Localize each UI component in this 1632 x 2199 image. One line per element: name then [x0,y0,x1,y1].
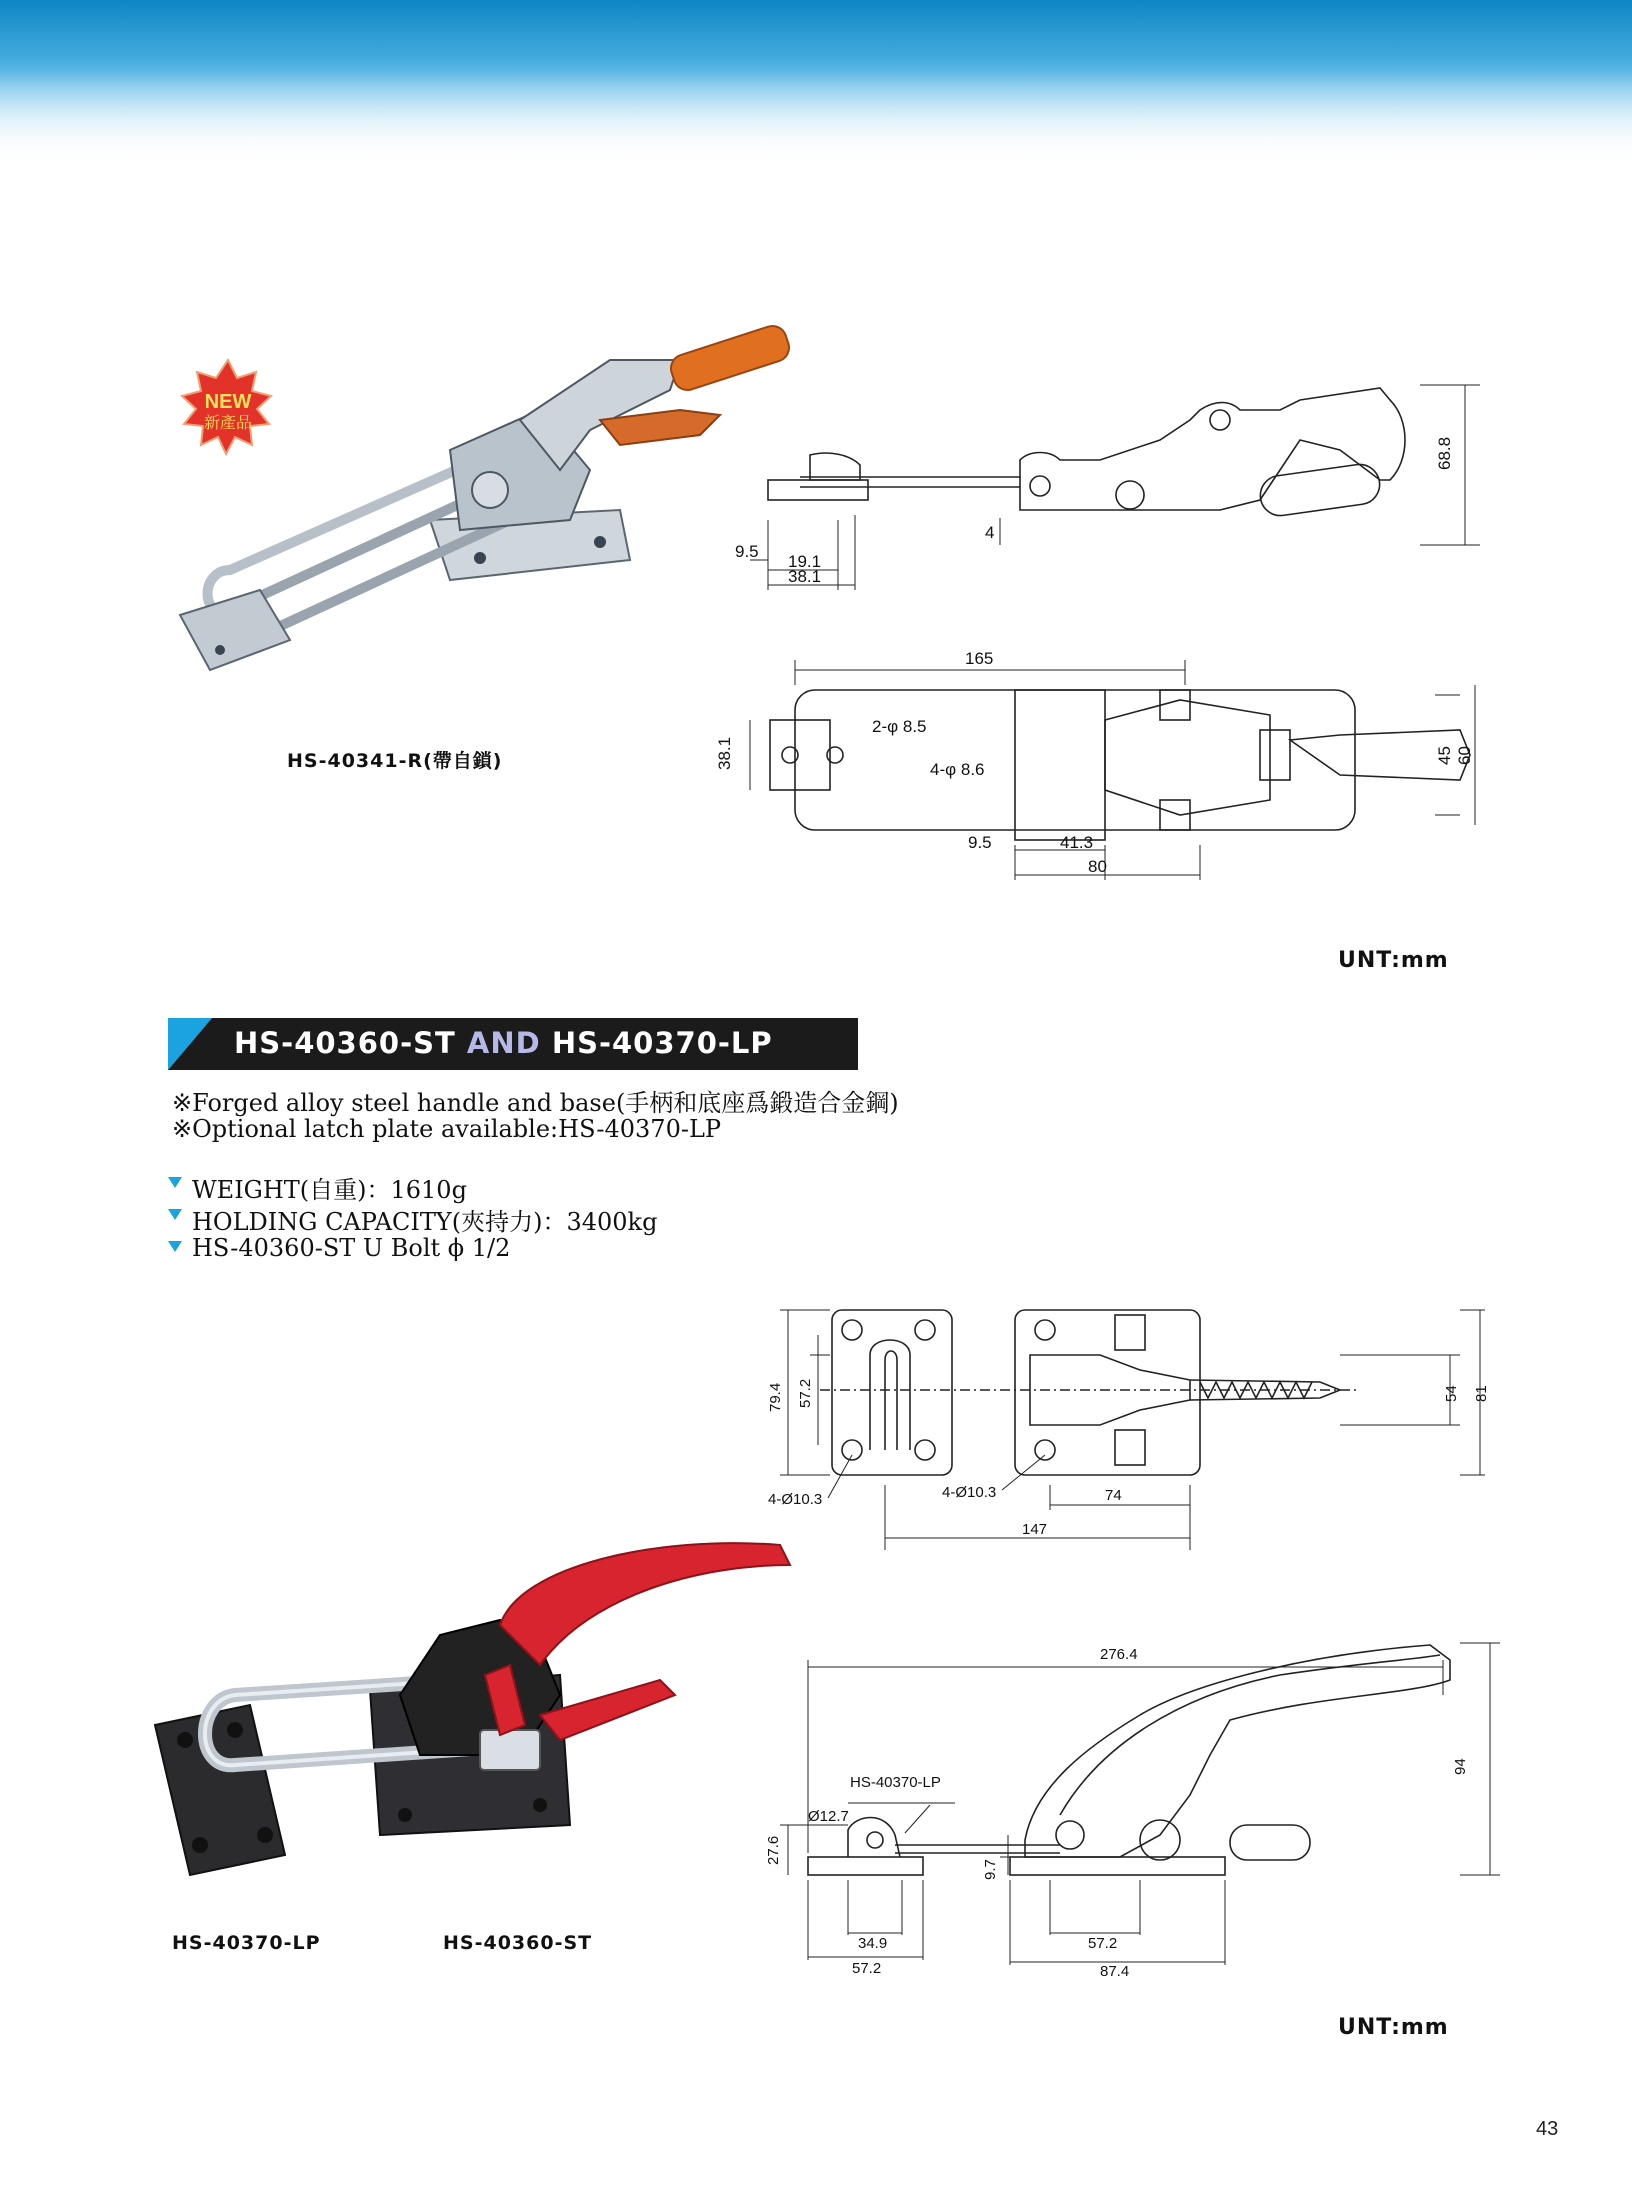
spec-weight: WEIGHT(自重)：1610g [192,1176,467,1204]
page-number: 43 [1536,2118,1559,2140]
dim-4: 4 [985,523,995,542]
dim-80: 80 [1088,857,1107,876]
dim-87-4: 87.4 [1100,1963,1130,1980]
dim-9-5-plan: 9.5 [968,833,992,852]
dim-27-6: 27.6 [765,1835,782,1865]
caption-hs-40360-st: HS-40360-ST [443,1932,593,1954]
spec-holding-capacity: HOLDING CAPACITY(夾持力)：3400kg [192,1208,658,1236]
dim-57-2-side-left: 57.2 [852,1960,882,1977]
dim-276-4: 276.4 [1100,1646,1138,1663]
banner-title-and: AND [466,1026,541,1060]
new-badge [182,360,271,454]
top-side-view-drawing [720,370,1480,600]
caption-hs-40370-lp: HS-40370-LP [172,1932,321,1954]
dim-79-4: 79.4 [767,1382,784,1412]
dim-38-1-side: 38.1 [788,567,822,586]
section-banner [168,1018,858,1070]
dim-38-1-plan: 38.1 [715,736,734,770]
dim-147: 147 [1022,1521,1048,1538]
bottom-plan-view-drawing [760,1300,1500,1550]
dim-9-5-side: 9.5 [735,542,759,561]
bullet-triangle-icon [168,1241,182,1252]
dim-57-2-side-right: 57.2 [1088,1935,1118,1952]
top-plan-view-drawing [700,640,1490,890]
bullet-triangle-icon [168,1209,182,1220]
note-forged: ※Forged alloy steel handle and base(手柄和底座爲鍛造合金鋼) [172,1089,899,1117]
dim-74: 74 [1105,1487,1122,1504]
badge-line1: NEW [204,391,252,413]
dim-68-8: 68.8 [1435,436,1454,470]
dim-4-dia-10-3-right: 4-Ø10.3 [942,1484,997,1501]
top-product-caption: HS-40341-R(帶自鎖) [287,750,503,772]
dim-4-dia-10-3-left: 4-Ø10.3 [768,1491,823,1508]
dim-2-phi-8-5: 2-φ 8.5 [872,717,927,736]
clamp-photo-bottom [140,1525,800,1895]
dim-57-2-plan: 57.2 [797,1378,814,1408]
dim-60: 60 [1455,746,1474,765]
dim-94: 94 [1452,1758,1469,1775]
spec-u-bolt: HS-40360-ST U Bolt ϕ 1/2 [192,1234,511,1262]
bullet-triangle-icon [168,1177,182,1188]
dim-54: 54 [1443,1385,1460,1402]
dim-19-1: 19.1 [788,552,822,571]
dim-9-7: 9.7 [982,1859,999,1880]
dim-81: 81 [1473,1385,1490,1402]
dim-4-phi-8-6: 4-φ 8.6 [930,760,985,779]
dim-41-3: 41.3 [1060,833,1094,852]
label-hs-40370-lp: HS-40370-LP [850,1774,941,1791]
header-band [0,0,1632,170]
dim-dia-12-7: Ø12.7 [808,1808,849,1825]
banner-title-part2: HS-40370-LP [551,1026,773,1060]
banner-title-part1: HS-40360-ST [234,1026,456,1060]
note-latch-plate: ※Optional latch plate available:HS-40370-LP [172,1115,722,1143]
dim-45: 45 [1435,746,1454,765]
badge-line2: 新產品 [203,415,253,432]
dim-165: 165 [965,649,994,668]
unit-label-top: UNT:mm [1338,948,1449,973]
unit-label-bottom: UNT:mm [1338,2015,1449,2040]
dim-34-9: 34.9 [858,1935,888,1952]
bottom-side-view-drawing [760,1635,1500,1995]
